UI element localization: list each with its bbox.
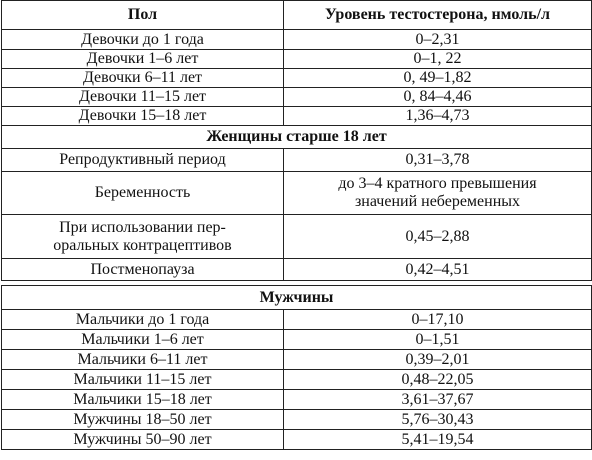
table-row — [2, 30, 592, 50]
section-heading-men: Мужчины — [2, 286, 592, 310]
table-row — [2, 50, 592, 69]
row-value: 0,45–2,88 — [284, 215, 592, 259]
row-label: Беременность — [2, 172, 284, 215]
row-label: Девочки 11–15 лет — [2, 88, 284, 107]
row-label-multiline — [2, 215, 284, 259]
row-value: 0, 84–4,46 — [284, 88, 592, 107]
row-label: Мальчики 15–18 лет — [2, 390, 284, 410]
table-row — [2, 215, 592, 259]
row-value: 0–1,51 — [284, 330, 592, 350]
row-value-multiline — [284, 172, 592, 215]
table-row — [2, 310, 592, 330]
label-line-1: При использовании пер- — [59, 218, 226, 236]
header-testosterone-level: Уровень тестостерона, нмоль/л — [284, 1, 592, 30]
row-label: Мальчики 1–6 лет — [2, 330, 284, 350]
row-label: Репродуктивный период — [2, 149, 284, 172]
row-value: 0–2,31 — [284, 30, 592, 50]
table-row — [2, 88, 592, 107]
row-label: Девочки 1–6 лет — [2, 50, 284, 69]
row-value: 5,76–30,43 — [284, 410, 592, 430]
row-value: 3,61–37,67 — [284, 390, 592, 410]
label-line-2: оральных контрацептивов — [53, 236, 232, 254]
table-row — [2, 259, 592, 281]
row-value: 0,42–4,51 — [284, 259, 592, 281]
header-sex: Пол — [2, 1, 284, 30]
row-value: 0–17,10 — [284, 310, 592, 330]
row-label: Мальчики до 1 года — [2, 310, 284, 330]
table-row — [2, 390, 592, 410]
table-row — [2, 330, 592, 350]
row-label: Девочки 15–18 лет — [2, 107, 284, 126]
table-row — [2, 69, 592, 88]
section-heading-women: Женщины старше 18 лет — [2, 126, 592, 149]
row-value: 0–1, 22 — [284, 50, 592, 69]
value-line-1: до 3–4 кратного превышения — [338, 175, 537, 192]
row-label: Мальчики 11–15 лет — [2, 370, 284, 390]
testosterone-reference-table — [1, 0, 592, 450]
table-row — [2, 350, 592, 370]
row-value: 0,31–3,78 — [284, 149, 592, 172]
table-header-row — [2, 1, 592, 30]
value-line-2: значений небеременных — [354, 193, 521, 210]
table-row — [2, 172, 592, 215]
row-label: Девочки 6–11 лет — [2, 69, 284, 88]
row-value: 1,36–4,73 — [284, 107, 592, 126]
row-value: 0,48–22,05 — [284, 370, 592, 390]
table-row — [2, 149, 592, 172]
row-label: Девочки до 1 года — [2, 30, 284, 50]
table-row — [2, 370, 592, 390]
section-row — [2, 126, 592, 149]
row-label: Мужчины 18–50 лет — [2, 410, 284, 430]
row-label: Мужчины 50–90 лет — [2, 430, 284, 450]
row-label: Мальчики 6–11 лет — [2, 350, 284, 370]
section-row — [2, 286, 592, 310]
table-row — [2, 430, 592, 450]
row-value: 0, 49–1,82 — [284, 69, 592, 88]
row-value: 5,41–19,54 — [284, 430, 592, 450]
table-row — [2, 107, 592, 126]
table-row — [2, 410, 592, 430]
row-label: Постменопауза — [2, 259, 284, 281]
row-value: 0,39–2,01 — [284, 350, 592, 370]
